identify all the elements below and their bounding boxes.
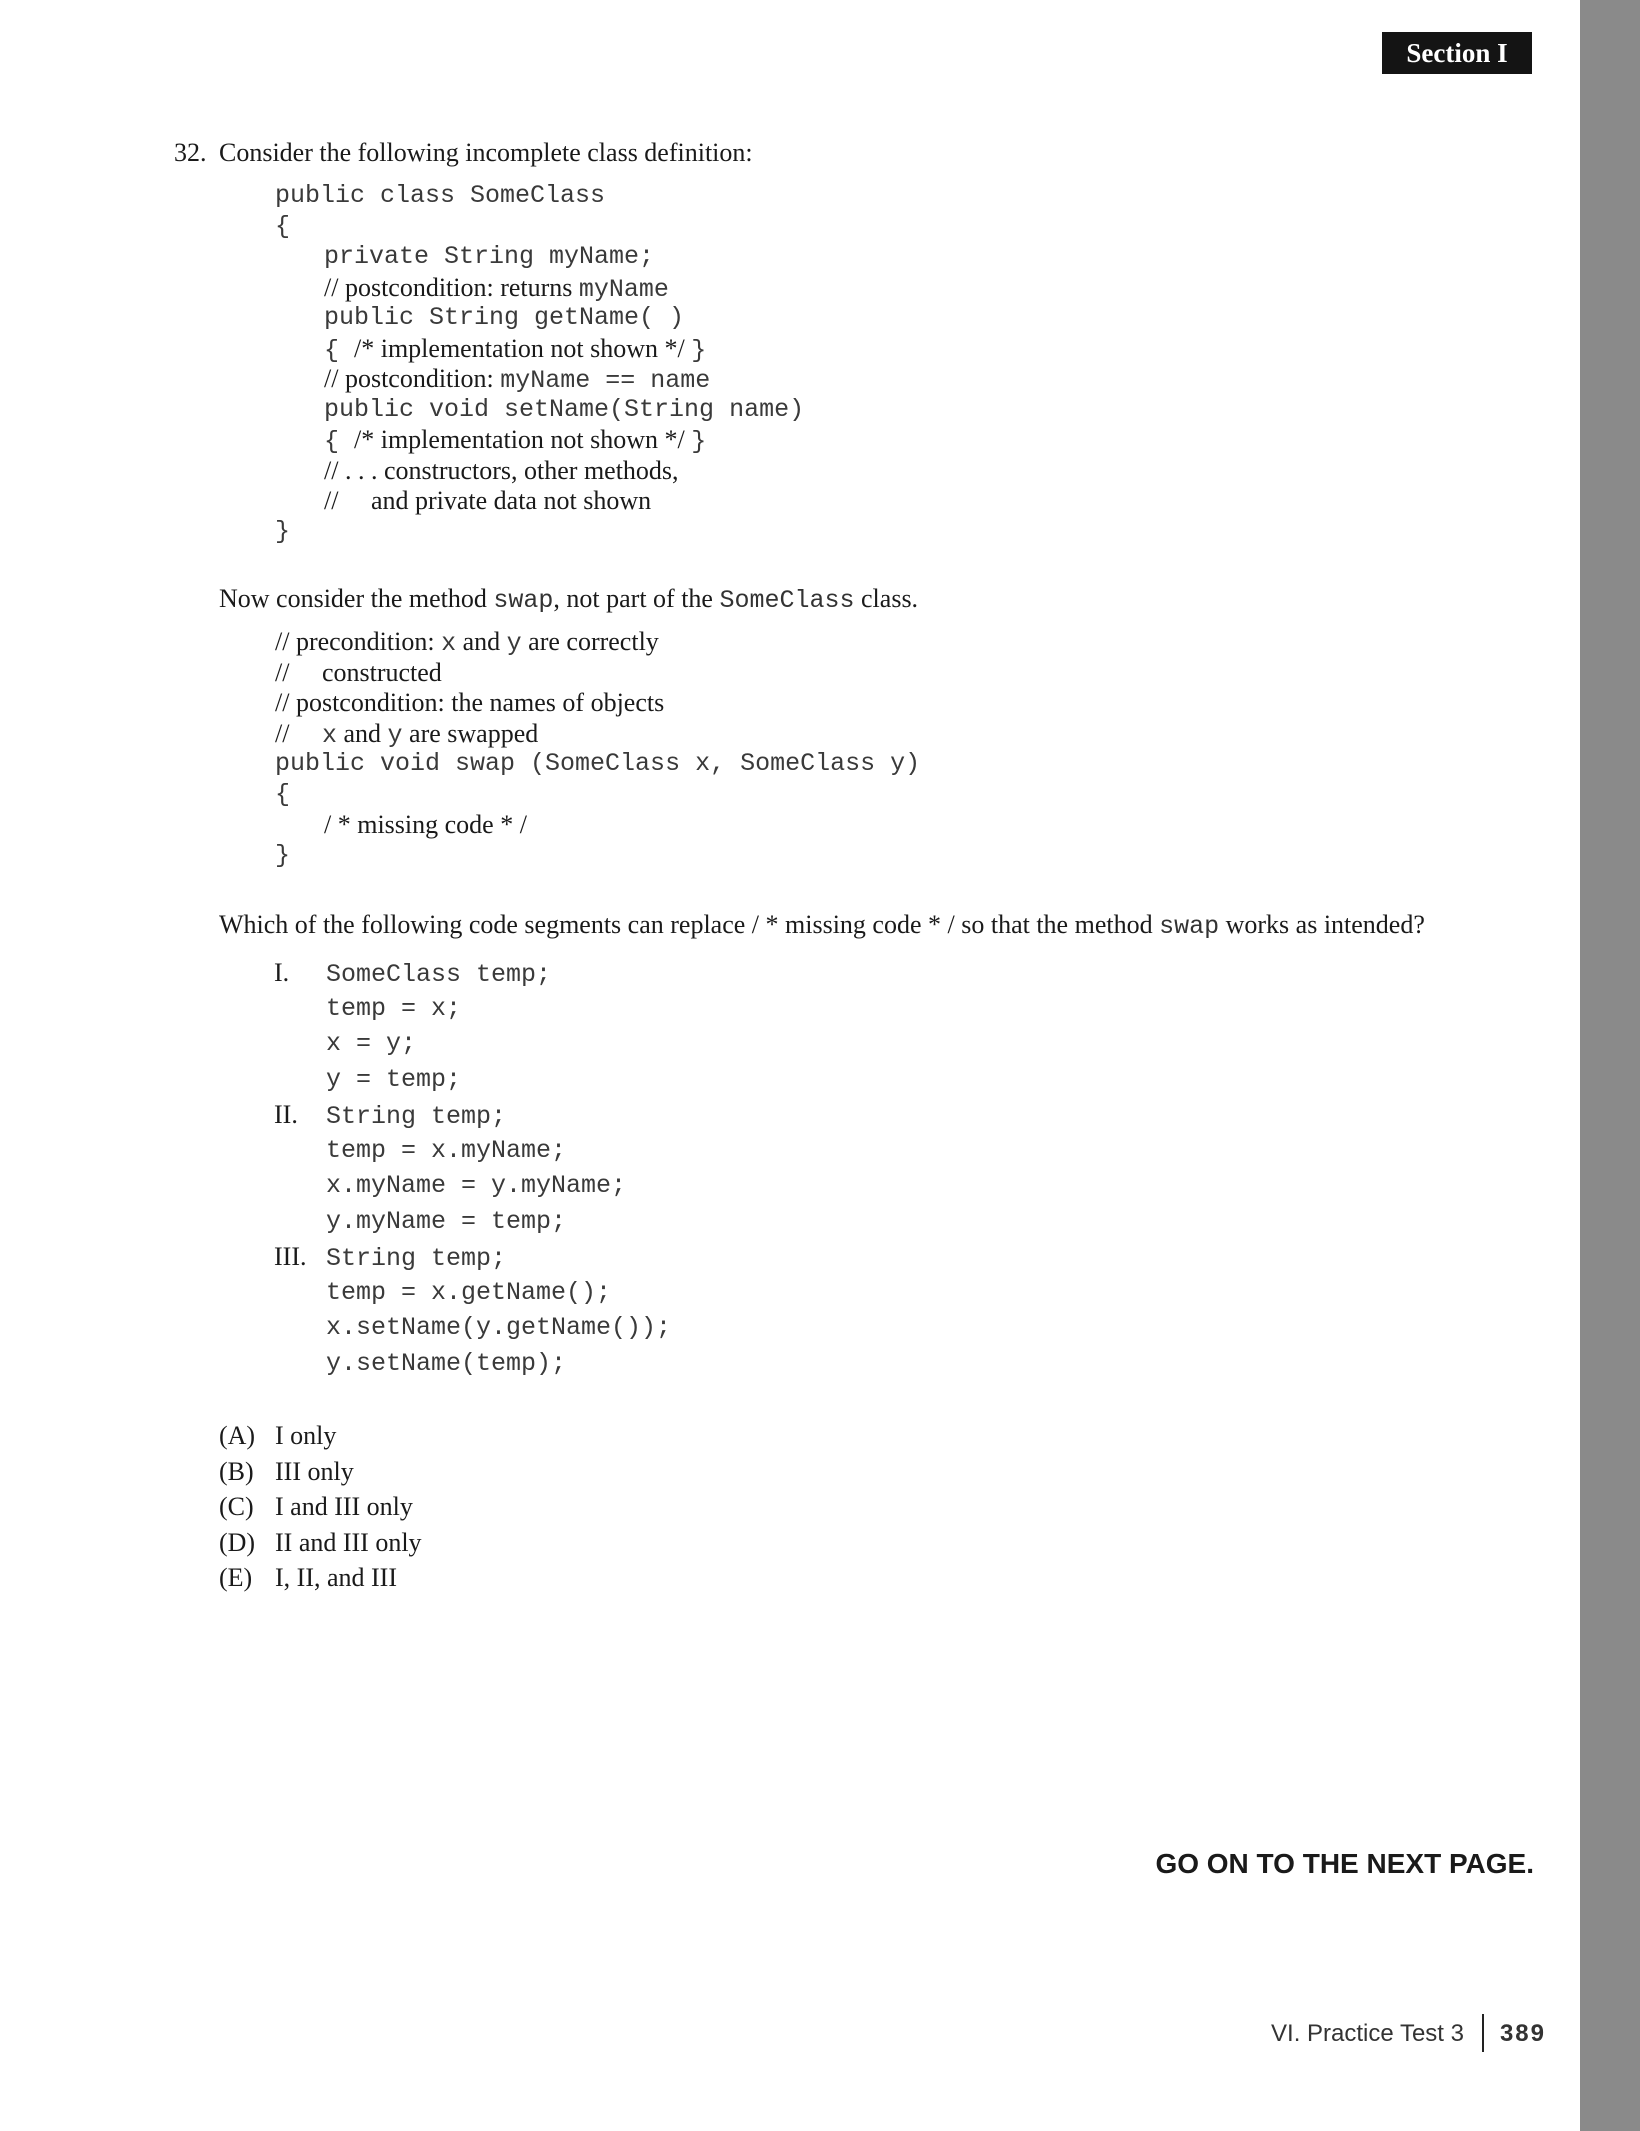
code-line [275, 658, 920, 689]
code-fragment: y [506, 629, 522, 658]
answer-choice [219, 1454, 422, 1490]
answer-choice [219, 1418, 422, 1454]
segment-line [274, 1275, 671, 1311]
which-question-text [219, 910, 1425, 942]
question-prompt: Consider the following incomplete class definition: [219, 138, 753, 167]
segment-code: y.setName(temp); [326, 1348, 567, 1378]
code-fragment: public class SomeClass [275, 181, 606, 210]
code-line [275, 303, 804, 334]
segment-line [274, 1168, 671, 1204]
segment-line [274, 1097, 671, 1133]
text-fragment: Now consider the method [219, 584, 494, 613]
text-fragment: works as intended? [1219, 910, 1425, 939]
code-fragment: y [387, 720, 403, 750]
code-fragment: SomeClass [719, 586, 855, 615]
segment-code: x.myName = y.myName; [326, 1171, 627, 1200]
choice-letter: (D) [219, 1527, 256, 1557]
code-fragment: } [275, 516, 291, 546]
code-fragment: { [324, 427, 355, 456]
answer-choice [219, 1489, 422, 1525]
text-fragment: // . . . constructors, other methods, [324, 455, 679, 485]
code-line [275, 425, 804, 456]
segment-code: y.myName = temp; [326, 1206, 567, 1236]
choice-letter: (B) [219, 1456, 254, 1486]
code-fragment: } [691, 427, 707, 456]
code-line [275, 273, 804, 304]
code-fragment: } [275, 840, 291, 870]
code-line [275, 486, 804, 517]
next-page-notice: GO ON TO THE NEXT PAGE. [1155, 1848, 1534, 1879]
text-fragment: are correctly [521, 627, 659, 656]
chapter-label: VI. Practice Test 3 [1271, 2020, 1464, 2047]
segment-code: x = y; [326, 1029, 417, 1058]
segment-roman-numeral: I. [274, 958, 290, 987]
text-fragment: and [456, 627, 507, 656]
text-fragment: are swapped [402, 718, 539, 748]
code-fragment: swap [493, 586, 554, 615]
swap-intro-text [219, 584, 918, 616]
section-badge: Section I [1382, 32, 1532, 74]
code-fragment: public String getName( ) [324, 303, 685, 332]
text-fragment: // constructed [275, 657, 442, 687]
text-fragment: / * missing code * / [324, 810, 527, 839]
code-segments [274, 955, 671, 1381]
answer-choice [219, 1560, 422, 1596]
text-fragment: // postcondition: returns [324, 272, 579, 302]
answer-choice [219, 1525, 422, 1561]
swap-method-code [275, 627, 920, 871]
segment-code: temp = x; [326, 993, 462, 1023]
segment-code: String temp; [326, 1244, 507, 1273]
segment-code: y = temp; [326, 1064, 462, 1094]
code-fragment: { [275, 779, 291, 809]
page-number: 389 [1499, 2020, 1546, 2047]
segment-code: x.setName(y.getName()); [326, 1313, 672, 1342]
code-line [275, 627, 920, 658]
segment-line [274, 1239, 671, 1275]
segment-code: temp = x.getName(); [326, 1277, 612, 1307]
code-fragment: { [275, 211, 291, 241]
text-fragment: , not part of the [553, 584, 720, 613]
code-fragment: private String myName; [324, 242, 655, 271]
text-fragment: /* implementation not shown */ [354, 333, 692, 363]
code-line [275, 334, 804, 365]
text-fragment: // precondition: [275, 627, 442, 656]
choice-text: III only [275, 1456, 354, 1486]
code-line [275, 688, 920, 719]
segment-line [274, 1026, 671, 1062]
code-line [275, 395, 804, 426]
choice-letter: (C) [219, 1492, 254, 1521]
segment-code: String temp; [326, 1102, 507, 1131]
segment-roman-numeral: II. [274, 1100, 298, 1129]
class-definition-code [275, 181, 804, 547]
segment-line [274, 1133, 671, 1169]
choice-text: I, II, and III [275, 1563, 397, 1592]
code-line [275, 517, 804, 548]
code-line [275, 749, 920, 780]
choice-letter: (A) [219, 1421, 256, 1450]
code-fragment: public void swap (SomeClass x, SomeClass y) [275, 749, 921, 778]
code-line [275, 212, 804, 243]
segment-line [274, 955, 671, 991]
code-line [275, 242, 804, 273]
choice-text: I only [275, 1421, 337, 1450]
text-fragment: Which of the following code segments can replace / * missing code * / so that the method [219, 910, 1160, 939]
code-fragment: { [324, 335, 355, 365]
code-fragment: x [441, 629, 457, 658]
code-line [275, 841, 920, 872]
text-fragment: // postcondition: the names of objects [275, 688, 665, 717]
code-fragment: myName [578, 274, 669, 304]
text-fragment: // [275, 718, 322, 748]
choice-letter: (E) [219, 1563, 253, 1592]
footer-divider [1482, 2014, 1484, 2052]
code-fragment: } [691, 335, 707, 365]
code-line [275, 364, 804, 395]
text-fragment: // and private data not shown [324, 486, 652, 515]
code-line [275, 456, 804, 487]
code-line [275, 810, 920, 841]
segment-line [274, 1310, 671, 1346]
segment-line [274, 1062, 671, 1098]
segment-line [274, 991, 671, 1027]
page-footer [1200, 2018, 1546, 2052]
choice-text: I and III only [275, 1492, 413, 1521]
text-fragment: and [336, 718, 388, 748]
question-number: 32. [174, 138, 207, 167]
code-fragment: x [321, 720, 337, 750]
code-fragment: swap [1159, 912, 1220, 941]
text-fragment: // postcondition: [324, 364, 501, 393]
page-edge-bar [1580, 0, 1640, 2131]
segment-code: temp = x.myName; [326, 1135, 567, 1165]
segment-code: SomeClass temp; [326, 960, 552, 989]
code-line [275, 181, 804, 212]
segment-line [274, 1346, 671, 1382]
text-fragment: class. [854, 584, 919, 613]
segment-line [274, 1204, 671, 1240]
code-fragment: myName == name [500, 366, 711, 395]
choice-text: II and III only [275, 1527, 422, 1557]
code-line [275, 780, 920, 811]
code-fragment: public void setName(String name) [324, 394, 805, 424]
segment-roman-numeral: III. [274, 1242, 307, 1271]
answer-choices [219, 1418, 422, 1596]
text-fragment: /* implementation not shown */ [354, 425, 692, 454]
code-line [275, 719, 920, 750]
